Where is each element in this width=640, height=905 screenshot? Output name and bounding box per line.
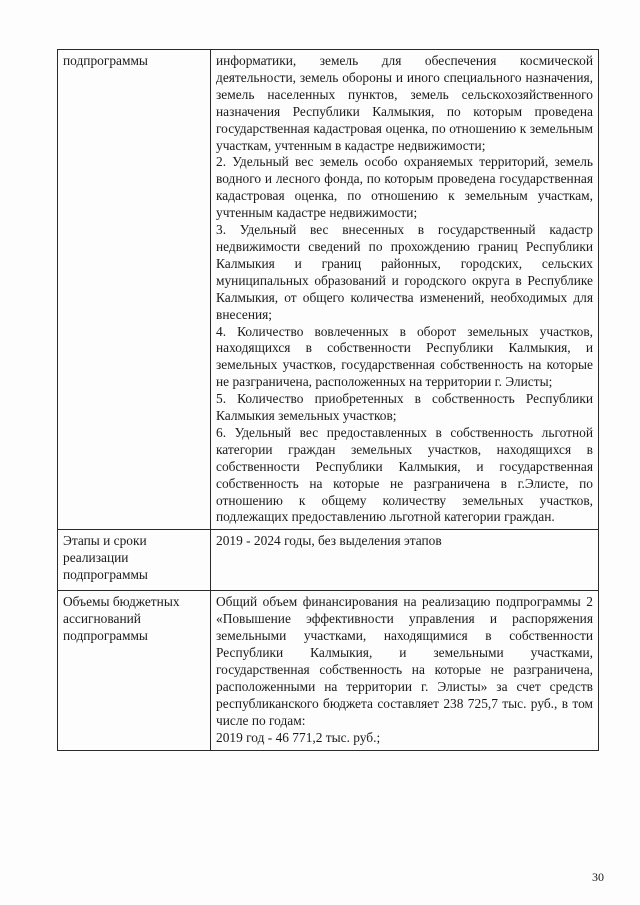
indicator-paragraph: 5. Количество приобретенных в собственность Республики Калмыкия земельных участков;: [216, 391, 593, 424]
row-value: [211, 50, 599, 530]
budget-paragraph: Общий объем финансирования на реализацию подпрограммы 2 «Повышение эффективности управления и распоряжения земельными участками, находящимися в собственности Республики Калмыкия, и земельными участками, государственная собственность на которые не разграничена, расположенными на территории г. Элисты» за счет средств республиканского бюджета составляет 238 725,7 тыс. руб., в том числе по годам:: [216, 594, 593, 728]
row-value: [211, 530, 599, 591]
row-label: подпрограммы: [58, 50, 211, 530]
budget-paragraph: 2019 год - 46 771,2 тыс. руб.;: [216, 729, 381, 745]
indicator-paragraph: 3. Удельный вес внесенных в государственный кадастр недвижимости сведений по прохождению границ Республики Калмыкия и границ районных, городских, сельских муниципальных образований и городского округа в Республике Калмыкия, от общего количества изменений, необходимых для внесения;: [216, 222, 593, 322]
stages-paragraph: 2019 - 2024 годы, без выделения этапов: [216, 533, 442, 549]
table-row: [58, 530, 599, 591]
row-value: [211, 591, 599, 750]
indicator-paragraph: 4. Количество вовлеченных в оборот земельных участков, находящихся в собственности Республики Калмыкия, и земельных участков, государственная собственность на которые не разграничена, расположенных на территории г. Элисты;: [216, 323, 593, 390]
table-row: [58, 50, 599, 530]
row-label: Этапы и сроки реализации подпрограммы: [58, 530, 211, 591]
row-label: Объемы бюджетных ассигнований подпрограммы: [58, 591, 211, 750]
indicator-paragraph: 6. Удельный вес предоставленных в собственность льготной категории граждан земельных участков, находящихся в собственности Республики Калмыкия, и государственная собственность на которые не разграничена в г.Элисте, по отношению к общему количеству земельных участков, подлежащих предоставлению льготной категории граждан.: [216, 424, 593, 525]
table-row: [58, 591, 599, 750]
page-number: 30: [592, 870, 604, 884]
indicator-paragraph: информатики, земель для обеспечения космической деятельности, земель обороны и иного специального назначения, земель населенных пунктов, земель сельскохозяйственного назначения Республики Калмыкия, по которым проведена государственная кадастровая оценка, по отношению к земельным участкам, учтенным в кадастре недвижимости;: [216, 53, 593, 153]
subprogram-passport-table: [57, 49, 599, 751]
indicator-paragraph: 2. Удельный вес земель особо охраняемых территорий, земель водного и лесного фонда, по которым проведена государственная кадастровая оценка, по отношению к земельным участкам, учтенным кадастре недвижимости;: [216, 154, 593, 221]
